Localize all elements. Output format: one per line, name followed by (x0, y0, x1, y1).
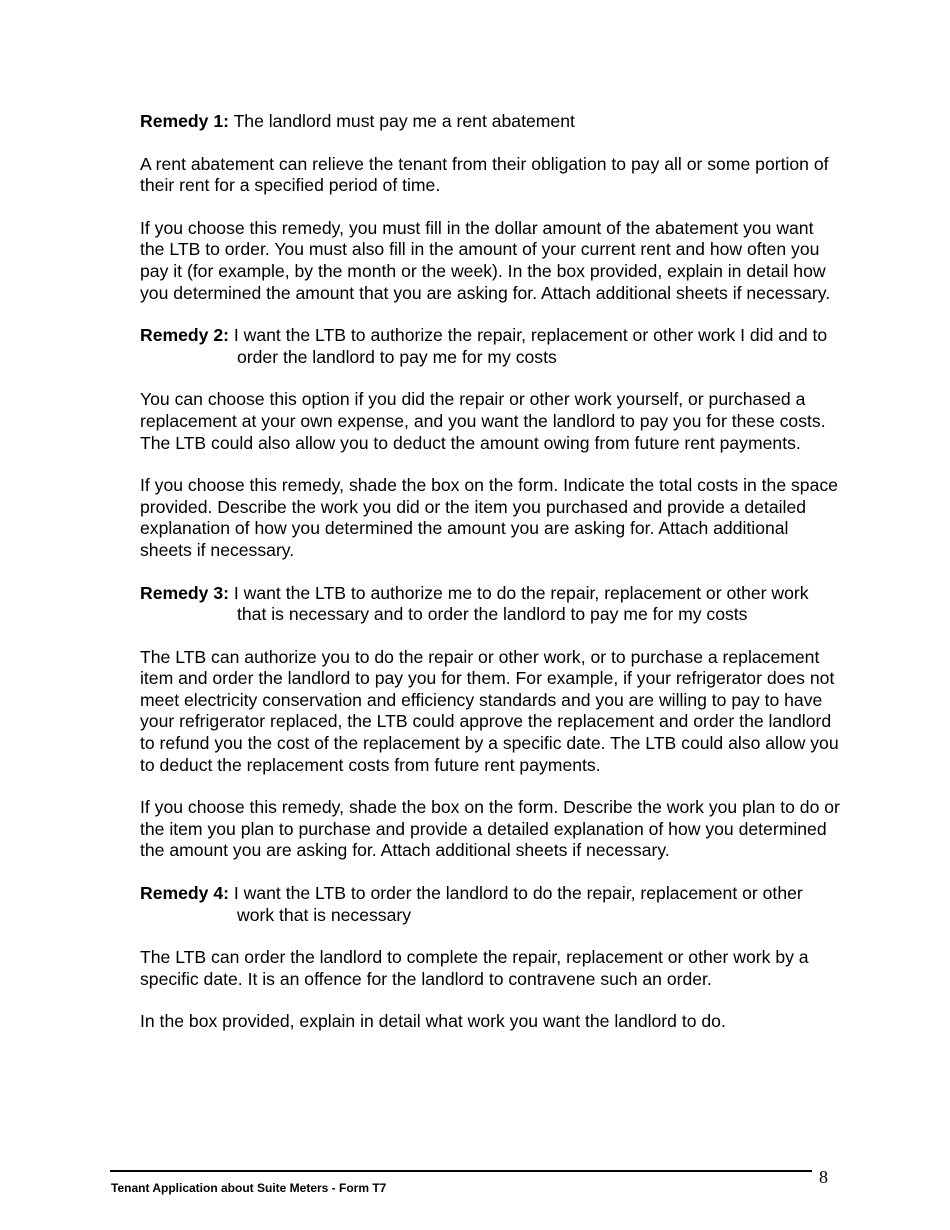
page-number: 8 (819, 1167, 828, 1187)
remedy-4-title: I want the LTB to order the landlord to do the repair, replacement or other work that is necessary (233, 883, 803, 925)
remedy-3-label: Remedy 3: (140, 582, 229, 603)
remedy-2-label: Remedy 2: (140, 325, 229, 346)
remedy-4-heading (140, 883, 840, 926)
remedy-4-paragraph: In the box provided, explain in detail what work you want the landlord to do. (140, 1011, 726, 1032)
footer-divider (110, 1170, 812, 1172)
remedy-4-paragraph: The LTB can order the landlord to complete the repair, replacement or other work by a specific date. It is an offence for the landlord to contravene such an order. (140, 947, 809, 989)
document-body (140, 111, 840, 1054)
remedy-1-label: Remedy 1: (140, 111, 229, 131)
remedy-2-title: I want the LTB to authorize the repair, replacement or other work I did and to order the landlord to pay me for my costs (233, 325, 828, 367)
remedy-3-heading (140, 583, 840, 626)
remedy-1-title: The landlord must pay me a rent abatement (233, 111, 575, 131)
remedy-1-heading (140, 111, 840, 133)
remedy-1-paragraph: A rent abatement can relieve the tenant from their obligation to pay all or some portion of their rent for a specified period of time. (140, 153, 829, 196)
remedy-2-paragraph: You can choose this option if you did the repair or other work yourself, or purchased a replacement at your own expense, and you want the landlord to pay you for these costs. The LTB could also allow you to deduct the amount owing from future rent payments. (140, 389, 826, 453)
remedy-2-paragraph: If you choose this remedy, shade the box on the form. Indicate the total costs in the space provided. Describe the work you did or the item you purchased and provide a detailed explanation of how you determined the amount you are asking for. Attach additional sheets if necessary. (140, 475, 838, 560)
remedy-1-paragraph: If you choose this remedy, you must fill in the dollar amount of the abatement you want the LTB to order. You must also fill in the amount of your current rent and how often you pay it (for example, by the month or the week). In the box provided, explain in detail how you determined the amount that you are asking for. Attach additional sheets if necessary. (140, 217, 831, 303)
remedy-4-label: Remedy 4: (140, 883, 229, 904)
remedy-2-heading (140, 325, 840, 368)
remedy-3-title: I want the LTB to authorize me to do the repair, replacement or other work that is necessary and to order the landlord to pay me for my costs (233, 582, 809, 625)
remedy-3-paragraph: If you choose this remedy, shade the box on the form. Describe the work you plan to do or the item you plan to purchase and provide a detailed explanation of how you determined the amount you are asking for. Attach additional sheets if necessary. (140, 797, 840, 861)
footer-form-title: Tenant Application about Suite Meters - Form T7 (111, 1181, 387, 1195)
remedy-3-paragraph: The LTB can authorize you to do the repair or other work, or to purchase a replacement item and order the landlord to pay you for them. For example, if your refrigerator does not meet electricity conservation and efficiency standards and you are willing to pay to have your refrigerator replaced, the LTB could approve the replacement and order the landlord to refund you the cost of the replacement by a specific date. The LTB could also allow you to deduct the replacement costs from future rent payments. (140, 646, 839, 775)
